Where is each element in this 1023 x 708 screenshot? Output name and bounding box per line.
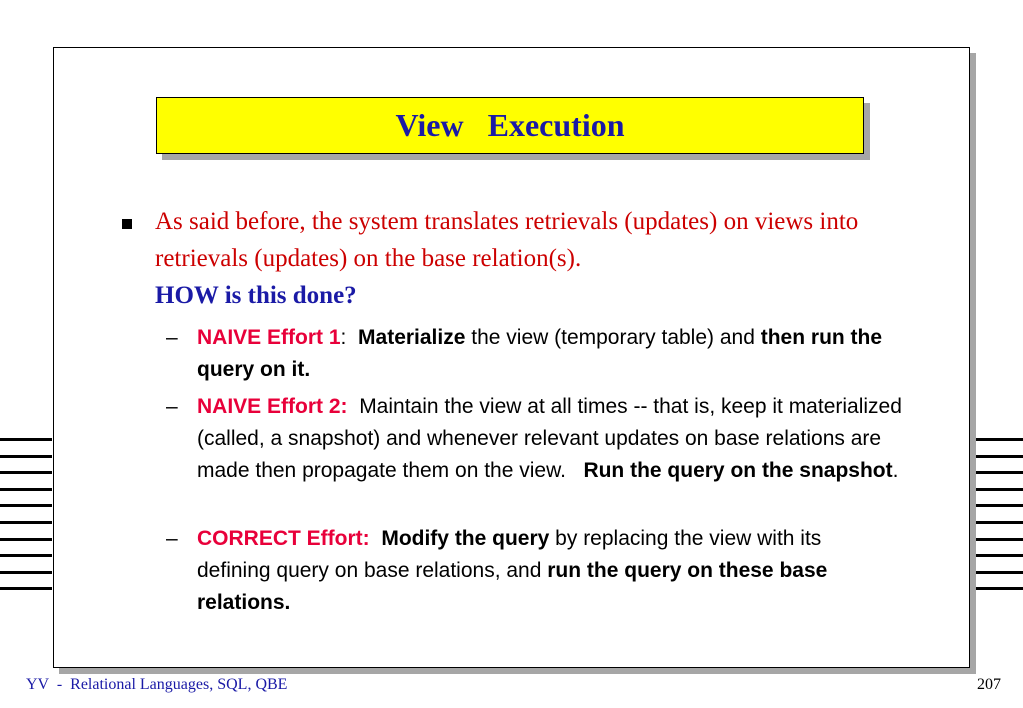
subitem-label: NAIVE Effort 1 bbox=[197, 326, 341, 349]
title-box bbox=[156, 97, 864, 154]
subitem-bold-text: Modify the query bbox=[381, 527, 550, 550]
left-decorative-lines bbox=[0, 438, 52, 604]
subitem-text: the view (temporary table) and bbox=[465, 326, 761, 349]
main-bullet bbox=[155, 203, 915, 314]
subitem-naive-effort-2 bbox=[197, 391, 902, 487]
subitem-text-end: . bbox=[892, 459, 899, 482]
subitem-bold-text: Run the query on the snapshot bbox=[583, 459, 893, 482]
subitem-naive-effort-1 bbox=[197, 322, 917, 386]
subitem-label: NAIVE Effort 2: bbox=[197, 395, 348, 418]
square-bullet-icon bbox=[122, 219, 132, 229]
dash-bullet-icon: – bbox=[166, 326, 178, 349]
subitem-correct-effort bbox=[197, 523, 897, 619]
subitem-text: Maintain the view at all times -- that is, keep it materialized (called, a snapshot) and whenever relevant updates on base relations are made then propagate them on the view. bbox=[197, 395, 902, 482]
subitem-bold-text: run the query on these base relations. bbox=[197, 559, 828, 614]
slide-title: View Execution bbox=[395, 107, 625, 143]
subitem-label: CORRECT Effort: bbox=[197, 527, 370, 550]
subitem-bold-text: then run the query on it. bbox=[197, 326, 883, 381]
right-decorative-lines bbox=[972, 438, 1023, 604]
footer-course-label: YV - Relational Languages, SQL, QBE bbox=[26, 676, 288, 693]
subitem-label-suffix: : bbox=[340, 326, 347, 349]
dash-bullet-icon: – bbox=[166, 395, 178, 418]
dash-bullet-icon: – bbox=[166, 527, 178, 550]
main-bullet-question: HOW is this done? bbox=[155, 282, 357, 309]
footer-page-number: 207 bbox=[977, 676, 1001, 693]
subitem-text: by replacing the view with its defining query on base relations, and bbox=[197, 527, 822, 582]
main-bullet-text: As said before, the system translates retrievals (updates) on views into retrievals (updates) on the base relation(s). bbox=[155, 208, 859, 272]
subitem-bold-text: Materialize bbox=[358, 326, 466, 349]
